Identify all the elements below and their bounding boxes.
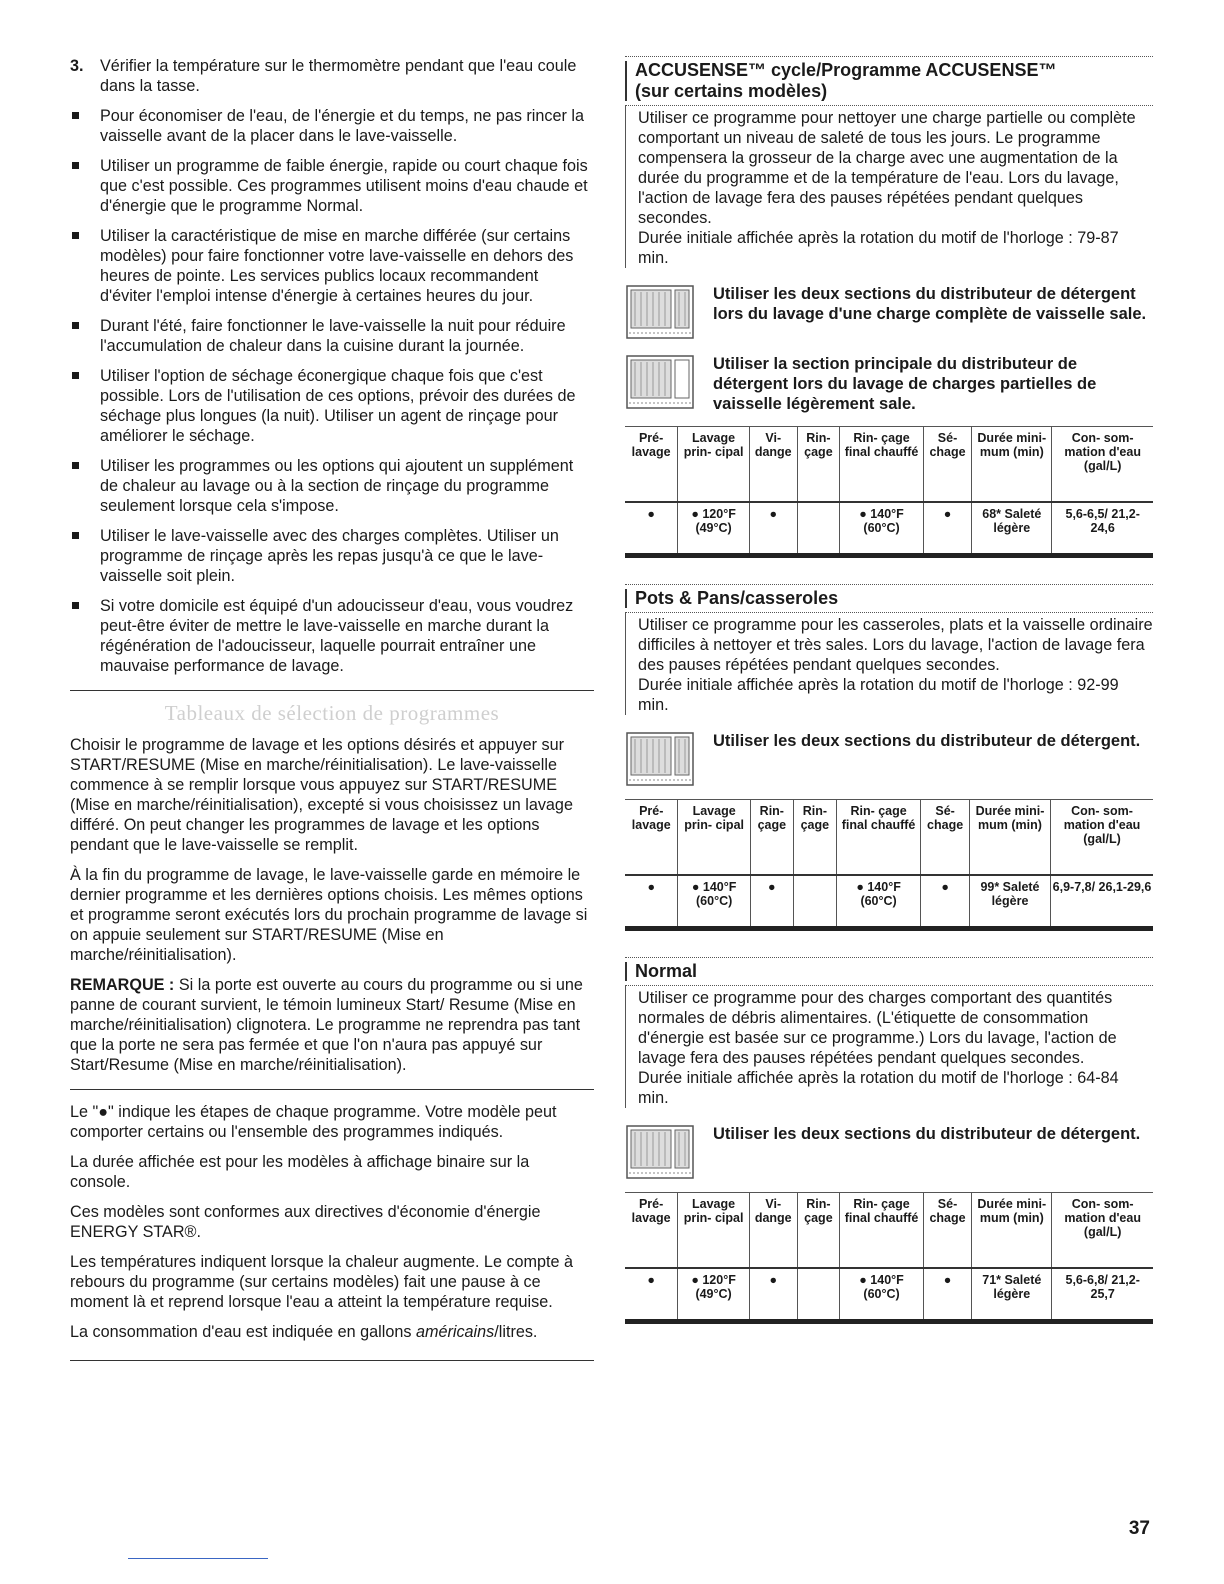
note: Ces modèles sont conformes aux directives d'économie d'énergie ENERGY STAR®. bbox=[70, 1203, 541, 1241]
list-item: Utiliser un programme de faible énergie, rapide ou court chaque fois que c'est possible. Ces programmes utilisent moins d'eau chaude et d'énergie que le programme Normal. bbox=[70, 156, 594, 216]
divider bbox=[70, 690, 594, 691]
list-item: Si votre domicile est équipé d'un adoucisseur d'eau, vous voudrez peut-être éviter de mettre le lave-vaisselle en marche durant la régénération de l'adoucisseur, laquelle pourrait entraîner une mauvaise performance de lavage. bbox=[70, 596, 594, 676]
program-description: Utiliser ce programme pour des charges comportant des quantités normales de débris alimentaires. (L'étiquette de consommation d'énergie est basée sur ce programme.) Lors du lavage, l'action de lavage fera des pauses répétées pendant quelques secondes. Durée initiale affichée après la rotation du motif de l'horloge : 64-84 min. bbox=[625, 986, 1153, 1108]
program-description: Utiliser ce programme pour nettoyer une charge partielle ou complète comportant un niveau de saleté de tous les jours. Le programme compensera la grosseur de la charge avec une augmentation de la durée du programme et de la température de l'eau. Lors du lavage, l'action de lavage fera des pauses répétées pendant quelques secondes. Durée initiale affichée après la rotation du motif de l'horloge : 79-87 min. bbox=[625, 106, 1153, 268]
program-title: Normal bbox=[625, 957, 1153, 986]
footer-line bbox=[128, 1558, 268, 1559]
program-table: Pré- lavage Lavage prin- cipal Rin- çage Rin- çage Rin- çage final chauffé Sé- chage Durée mini- mum (min) Con- som- mation d'eau (gal/L) ● ● 140°F (60°C) ● ● 140°F (60°C) ● 99* Saleté légère 6,9-7,8/ 26,1-29,6 bbox=[625, 799, 1153, 931]
bullet-icon bbox=[72, 532, 79, 539]
bullet-icon bbox=[72, 372, 79, 379]
bullet-icon bbox=[72, 112, 79, 119]
program-table: Pré- lavage Lavage prin- cipal Vi- dange Rin- çage Rin- çage final chauffé Sé- chage Durée mini- mum (min) Con- som- mation d'eau (gal/L) ● ● 120°F (49°C) ● ● 140°F (60°C) ● 68* Saleté légère 5,6-6,5/ 21,2-24,6 bbox=[625, 426, 1153, 558]
dispenser-note: Utiliser les deux sections du distributeur de détergent lors du lavage d'une charge complète de vaisselle sale. bbox=[625, 284, 1153, 340]
list-item: Utiliser le lave-vaisselle avec des charges complètes. Utiliser un programme de rinçage après les repas jusqu'à ce que le lave-vaisselle soit plein. bbox=[70, 526, 594, 586]
program-title: ACCUSENSE™ cycle/Programme ACCUSENSE™ (sur certains modèles) bbox=[625, 56, 1153, 106]
note: La durée affichée est pour les modèles à affichage binaire sur la console. bbox=[70, 1153, 530, 1191]
dispenser-note: Utiliser la section principale du distributeur de détergent lors du lavage de charges partielles de vaisselle légèrement sale. bbox=[625, 354, 1153, 414]
bullet-icon bbox=[72, 162, 79, 169]
bullet-icon bbox=[72, 322, 79, 329]
dispenser-full-icon bbox=[625, 1124, 695, 1180]
list-number: 3. bbox=[70, 57, 84, 75]
dispenser-full-icon bbox=[625, 284, 695, 340]
tips-list bbox=[70, 56, 594, 676]
remark: REMARQUE : Si la porte est ouverte au cours du programme ou si une panne de courant survient, le témoin lumineux Start/ Resume (Mise en marche/réinitialisation) clignotera. Le programme ne reprendra pas tant que la porte ne sera pas fermée et que l'on n'aura pas appuyé sur Start/Resume (Mise en marche/réinitialisation). bbox=[70, 976, 583, 1074]
dispenser-full-icon bbox=[625, 731, 695, 787]
divider bbox=[70, 1089, 594, 1090]
program-description: Utiliser ce programme pour les casseroles, plats et la vaisselle ordinaire difficiles à nettoyer et très sales. Lors du lavage, l'action de lavage fera des pauses répétées pendant quelques secondes. Durée initiale affichée après la rotation du motif de l'horloge : 92-99 min. bbox=[625, 613, 1153, 715]
page-number: 37 bbox=[1128, 1518, 1150, 1539]
dispenser-note: Utiliser les deux sections du distributeur de détergent. bbox=[625, 731, 1153, 787]
paragraph: Choisir le programme de lavage et les options désirés et appuyer sur START/RESUME (Mise en marche/réinitialisation). Le lave-vaisselle commence à se remplir lorsque vous appuyez sur START/RESUME (Mise en marche/réinitialisation), excepté si vous choisissez un lavage différé. On peut changer les programmes de lavage et les options pendant que le lave-vaisselle se remplit. bbox=[70, 736, 573, 854]
dispenser-main-icon bbox=[625, 354, 695, 410]
note: La consommation d'eau est indiquée en gallons américains/litres. bbox=[70, 1323, 538, 1341]
program-table: Pré- lavage Lavage prin- cipal Vi- dange Rin- çage Rin- çage final chauffé Sé- chage Durée mini- mum (min) Con- som- mation d'eau (gal/L) ● ● 120°F (49°C) ● ● 140°F (60°C) ● 71* Saleté légère 5,6-6,8/ 21,2-25,7 bbox=[625, 1192, 1153, 1324]
note: Le "●" indique les étapes de chaque programme. Votre modèle peut comporter certains ou l'ensemble des programmes indiqués. bbox=[70, 1103, 557, 1141]
program-title: Pots & Pans/casseroles bbox=[625, 584, 1153, 613]
note: Les températures indiquent lorsque la chaleur augmente. Le compte à rebours du programme (sur certains modèles) fait une pause à ce moment là et reprend lorsque l'eau a atteint la température requise. bbox=[70, 1253, 574, 1311]
program-pots-pans bbox=[625, 584, 1153, 931]
program-normal bbox=[625, 957, 1153, 1324]
right-column bbox=[625, 56, 1153, 1350]
list-item: Utiliser l'option de séchage éconergique chaque fois que c'est possible. Lors de l'utilisation de ces options, prévoir des durées de séchage plus longues (la nuit). Utiliser un agent de rinçage pour améliorer le séchage. bbox=[70, 366, 594, 446]
list-item: 3. Vérifier la température sur le thermomètre pendant que l'eau coule dans la tasse. bbox=[70, 57, 577, 95]
left-column bbox=[70, 56, 594, 1373]
bullet-icon bbox=[72, 462, 79, 469]
section-title: Tableaux de sélection de programmes bbox=[164, 701, 500, 725]
program-accusense bbox=[625, 56, 1153, 558]
list-item: Utiliser la caractéristique de mise en marche différée (sur certains modèles) pour faire fonctionner votre lave-vaisselle en dehors des heures de pointe. Les services publics locaux recommandent d'éviter l'emploi intense d'énergie à certaines heures du jour. bbox=[70, 226, 594, 306]
bullet-icon bbox=[72, 232, 79, 239]
paragraph: À la fin du programme de lavage, le lave-vaisselle garde en mémoire le dernier programme et les dernières options choisis. Les mêmes options et programme seront exécutés lors du prochain programme de lavage si on appuie seulement sur START/RESUME (Mise en marche/réinitialisation). bbox=[70, 866, 588, 964]
remark-label: REMARQUE : bbox=[70, 976, 175, 994]
list-item: Durant l'été, faire fonctionner le lave-vaisselle la nuit pour réduire l'accumulation de chaleur dans la cuisine durant la journée. bbox=[70, 316, 594, 356]
list-item: Utiliser les programmes ou les options qui ajoutent un supplément de chaleur au lavage ou à la section de rinçage du programme seulement lorsque cela s'impose. bbox=[70, 456, 594, 516]
list-item: Pour économiser de l'eau, de l'énergie et du temps, ne pas rincer la vaisselle avant de la placer dans le lave-vaisselle. bbox=[70, 106, 594, 146]
dispenser-note: Utiliser les deux sections du distributeur de détergent. bbox=[625, 1124, 1153, 1180]
divider bbox=[70, 1360, 594, 1361]
bullet-icon bbox=[72, 602, 79, 609]
